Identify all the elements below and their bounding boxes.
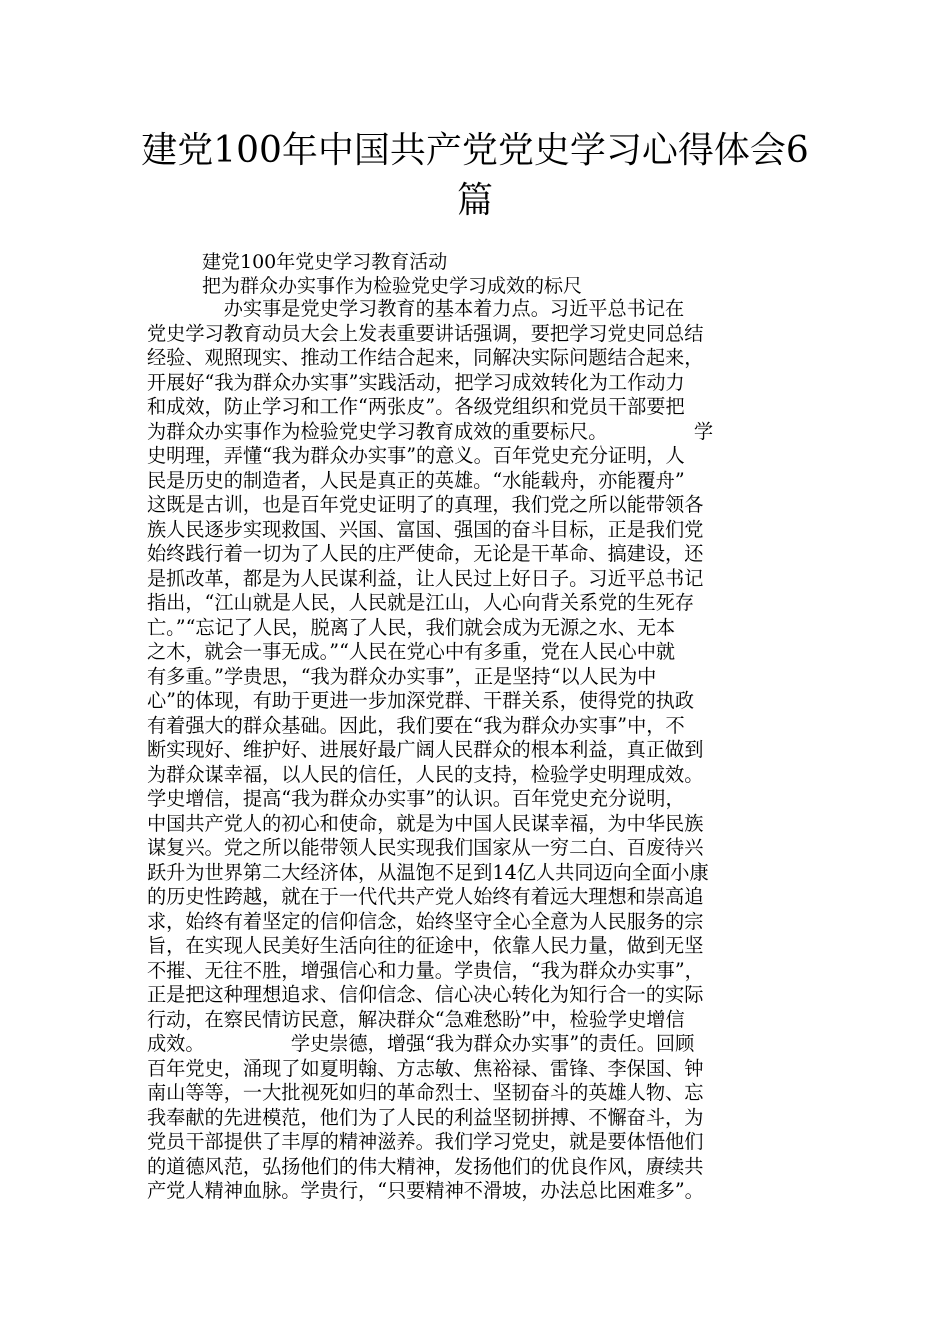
body-line: 办实事是党史学习教育的基本着力点。习近平总书记在 xyxy=(147,297,685,320)
body-line: 不摧、无往不胜，增强信心和力量。学贵信，“我为群众办实事”， xyxy=(147,958,704,982)
body-line: 亡。”“忘记了人民，脱离了人民，我们就会成为无源之水、无本 xyxy=(147,615,676,639)
body-line: 这既是古训，也是百年党史证明了的真理，我们党之所以能带领各 xyxy=(147,493,704,516)
body-line: 指出，“江山就是人民，人民就是江山，人心向背关系党的生死存 xyxy=(147,591,695,614)
body-line: 的历史性跨越，就在于一代代共产党人始终有着远大理想和崇高追 xyxy=(147,885,704,908)
body-line: 南山等等，一大批视死如归的革命烈士、坚韧奋斗的英雄人物、忘 xyxy=(147,1081,704,1104)
body-line: 产党人精神血脉。学贵行，“只要精神不滑坡，办法总比困难多”。 xyxy=(147,1179,704,1202)
body-paragraph xyxy=(147,297,807,1204)
body-line: 旨，在实现人民美好生活向往的征途中，依靠人民力量，做到无坚 xyxy=(147,934,704,957)
body-line: 党员干部提供了丰厚的精神滋养。我们学习党史，就是要体悟他们 xyxy=(147,1130,704,1153)
body-line: 始终践行着一切为了人民的庄严使命，无论是干革命、搞建设，还 xyxy=(147,542,704,565)
body-line: 党史学习教育动员大会上发表重要讲话强调，要把学习党史同总结 xyxy=(147,321,704,345)
body-line: 正是把这种理想追求、信仰信念、信心决心转化为知行合一的实际 xyxy=(147,983,704,1006)
subtitle-heading: 把为群众办实事作为检验党史学习成效的标尺 xyxy=(202,275,583,297)
body-line: 史明理，弄懂“我为群众办实事”的意义。百年党史充分证明，人 xyxy=(147,444,685,467)
body-line: 经验、观照现实、推动工作结合起来，同解决实际问题结合起来， xyxy=(147,346,704,369)
subtitle-activity: 建党100年党史学习教育活动 xyxy=(202,251,448,273)
body-line: 开展好“我为群众办实事”实践活动，把学习成效转化为工作动力 xyxy=(147,370,685,394)
body-line: 跃升为世界第二大经济体，从温饱不足到14亿人共同迈向全面小康 xyxy=(147,860,709,884)
body-line: 为群众办实事作为检验党史学习教育成效的重要标尺。 学 xyxy=(147,419,714,443)
body-line: 求，始终有着坚定的信仰信念，始终坚守全心全意为人民服务的宗 xyxy=(147,909,704,933)
document-title: 建党100年中国共产党党史学习心得体会6篇 xyxy=(141,130,809,221)
body-line: 百年党史，涌现了如夏明翰、方志敏、焦裕禄、雷锋、李保国、钟 xyxy=(147,1056,704,1080)
body-line: 有多重。”学贵思，“我为群众办实事”，正是坚持“以人民为中 xyxy=(147,664,657,688)
body-line: 的道德风范，弘扬他们的伟大精神，发扬他们的优良作风，赓续共 xyxy=(147,1154,704,1178)
body-line: 中国共产党人的初心和使命，就是为中国人民谋幸福，为中华民族 xyxy=(147,811,704,835)
body-line: 之木，就会一事无成。”“人民在党心中有多重，党在人民心中就 xyxy=(147,640,676,663)
body-line: 我奉献的先进模范，他们为了人民的利益坚韧拼搏、不懈奋斗，为 xyxy=(147,1105,704,1129)
body-line: 为群众谋幸福，以人民的信任，人民的支持，检验学史明理成效。 xyxy=(147,762,704,786)
body-line: 学史增信，提高“我为群众办实事”的认识。百年党史充分说明， xyxy=(147,787,685,810)
body-line: 民是历史的制造者，人民是真正的英雄。“水能载舟，亦能覆舟” xyxy=(147,468,685,492)
body-line: 族人民逐步实现救国、兴国、富国、强国的奋斗目标，正是我们党 xyxy=(147,517,704,541)
body-line: 断实现好、维护好、进展好最广阔人民群众的根本利益，真正做到 xyxy=(147,738,704,761)
body-line: 谋复兴。党之所以能带领人民实现我们国家从一穷二白、百废待兴 xyxy=(147,836,704,859)
body-line: 行动，在察民情访民意，解决群众“急难愁盼”中，检验学史增信 xyxy=(147,1007,685,1031)
body-line: 和成效，防止学习和工作“两张皮”。各级党组织和党员干部要把 xyxy=(147,395,685,418)
body-line: 是抓改革，都是为人民谋利益，让人民过上好日子。习近平总书记 xyxy=(147,566,704,590)
body-line: 成效。 学史崇德，增强“我为群众办实事”的责任。回顾 xyxy=(147,1032,695,1055)
body-line: 有着强大的群众基础。因此，我们要在“我为群众办实事”中，不 xyxy=(147,713,685,737)
body-line: 心”的体现，有助于更进一步加深党群、干群关系，使得党的执政 xyxy=(147,689,695,712)
